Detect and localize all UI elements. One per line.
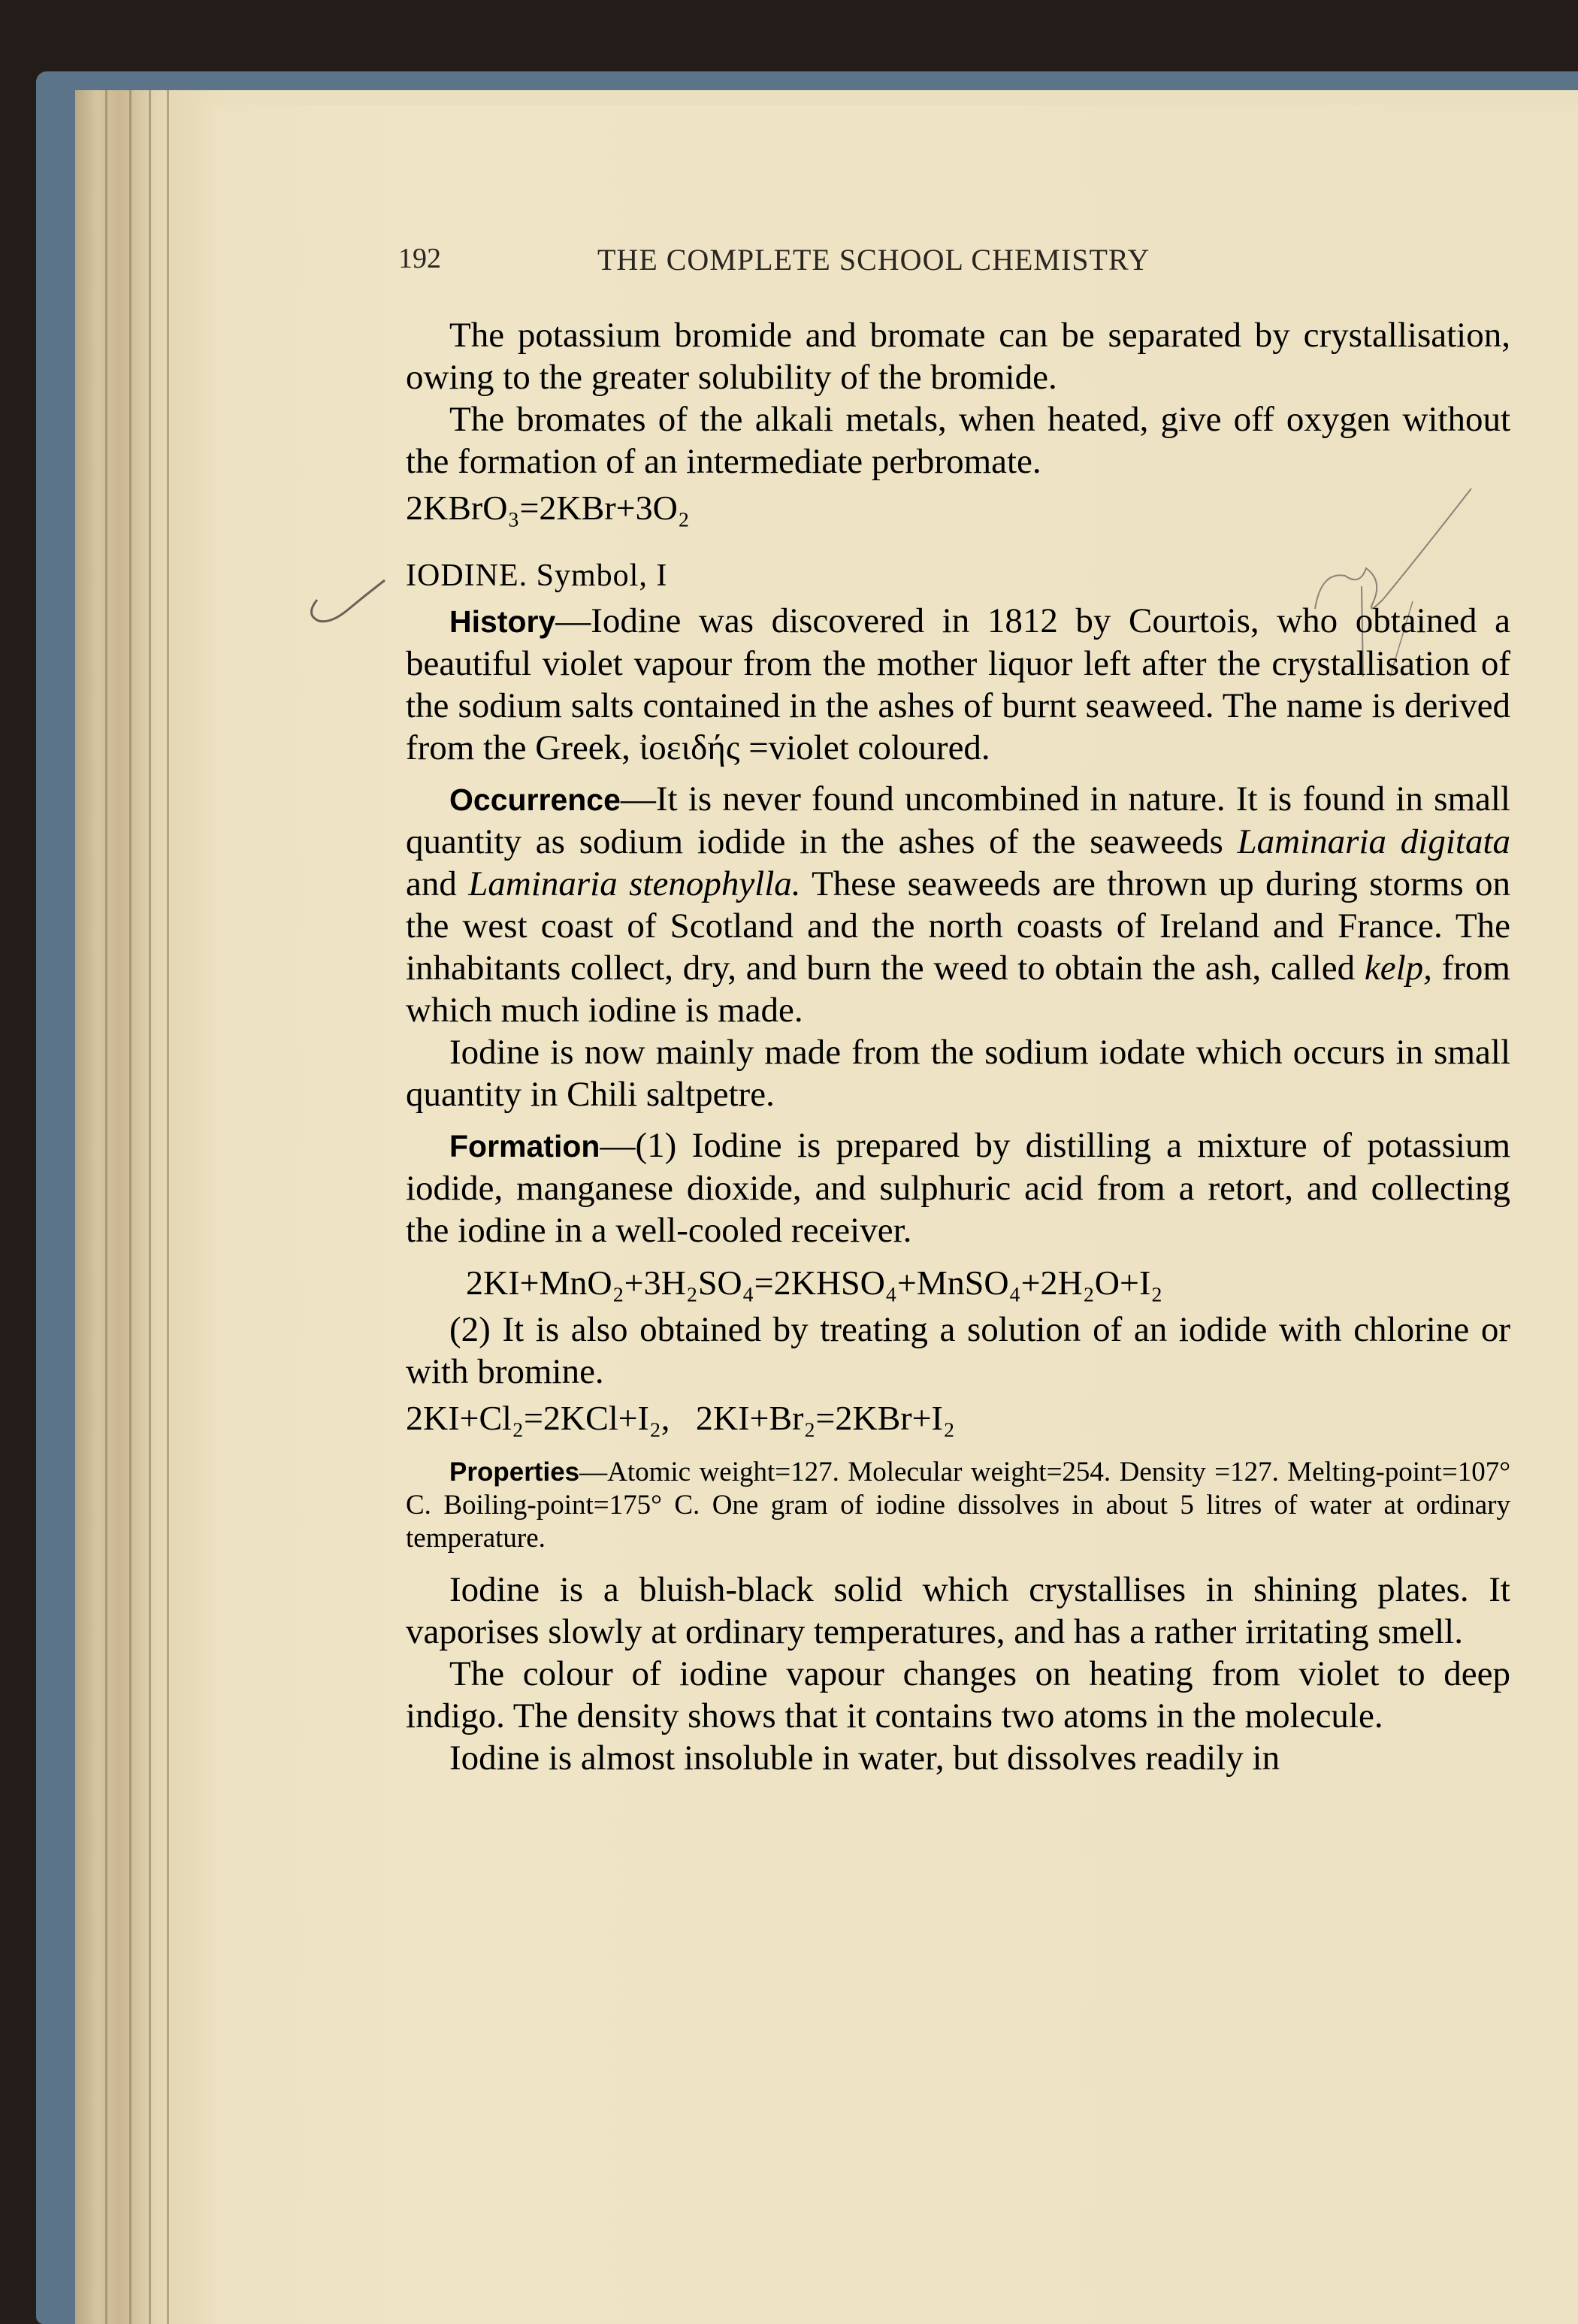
occurrence-label: Occurrence: [449, 782, 621, 817]
species-name: Laminaria digitata: [1237, 822, 1510, 861]
occurrence-text: from which much iodine is made.: [406, 949, 1510, 1030]
section-heading: IODINE. Symbol, I: [406, 558, 668, 593]
paragraph: The colour of iodine vapour changes on heating from violet to deep indigo. The density shows that it contains two atoms in the molecule.: [406, 1654, 1510, 1735]
properties-text: —Atomic weight=127. Molecular weight=254. Density =127. Melting-point=107° C. Boiling-point=175° C. One gram of iodine dissolves in about 5 litres of water at ordinary temperature.: [406, 1457, 1510, 1554]
equation: 2KI+Br₂=2KBr+I₂: [695, 1399, 955, 1437]
paragraph: Iodine is a bluish-black solid which crystallises in shining plates. It vaporises slowly at ordinary temperatures, and has a rather irritating smell.: [406, 1570, 1510, 1651]
history-label: History: [449, 604, 556, 639]
paragraph: Iodine is almost insoluble in water, but dissolves readily in: [449, 1738, 1280, 1778]
paragraph-history: [406, 600, 1510, 769]
properties-label: Properties: [449, 1457, 580, 1487]
page-edge: [105, 90, 107, 2324]
paragraph-properties: [406, 1456, 1510, 1555]
paragraph: The potassium bromide and bromate can be separated by crystallisation, owing to the greater solubility of the bromide.: [406, 316, 1510, 397]
species-name: Laminaria stenophylla.: [468, 864, 801, 903]
paragraph: The bromates of the alkali metals, when heated, give off oxygen without the formation of an intermediate perbromate.: [406, 400, 1510, 481]
page-text: [406, 314, 1510, 1779]
running-title: THE COMPLETE SCHOOL CHEMISTRY: [597, 243, 1150, 277]
history-text: —Iodine was discovered in 1812 by Courtois, who obtained a beautiful violet vapour from the mother liquor left after the crystallisation of the sodium salts contained in the ashes of burnt seaweed. The name is derived from the Greek, ἰοειδής =violet coloured.: [406, 601, 1510, 767]
paragraph: Iodine is now mainly made from the sodium iodate which occurs in small quantity in Chili saltpetre.: [406, 1033, 1510, 1114]
equation: 2KI+Cl₂=2KCl+I₂,: [406, 1399, 670, 1437]
page-edge: [167, 90, 169, 2324]
running-head: [188, 242, 1578, 287]
page-number: 192: [398, 243, 441, 274]
paragraph-formation: [406, 1124, 1510, 1251]
paragraph-occurrence: [406, 778, 1510, 1031]
formation-text: —(1) Iodine is prepared by distilling a mixture of potassium iodide, manganese dioxide, and sulphuric acid from a retort, and collecting the iodine in a well-cooled receiver.: [406, 1126, 1510, 1250]
occurrence-and: and: [406, 864, 457, 903]
page-edge: [129, 90, 132, 2324]
paragraph: (2) It is also obtained by treating a solution of an iodide with chlorine or with bromine.: [406, 1310, 1510, 1391]
equation: 2KI+MnO₂+3H₂SO₄=2KHSO₄+MnSO₄+2H₂O+I₂: [466, 1263, 1163, 1302]
equation: 2KBrO₃=2KBr+3O₂: [406, 489, 690, 527]
formation-label: Formation: [449, 1129, 600, 1164]
kelp-term: kelp,: [1364, 949, 1432, 988]
pencil-checkmark-icon: [301, 571, 391, 631]
equation-row: [406, 1397, 1510, 1439]
page-edge: [149, 90, 151, 2324]
occurrence-text: —It is never found uncombined in nature. It is found in small quantity as sodium iodide in the ashes of the seaweeds: [406, 779, 1510, 861]
occurrence-text: These seaweeds are thrown up during storms on the west coast of Scotland and the north coasts of Ireland and France. The inhabitants collect, dry, and burn the weed to obtain the ash, called: [406, 864, 1510, 988]
